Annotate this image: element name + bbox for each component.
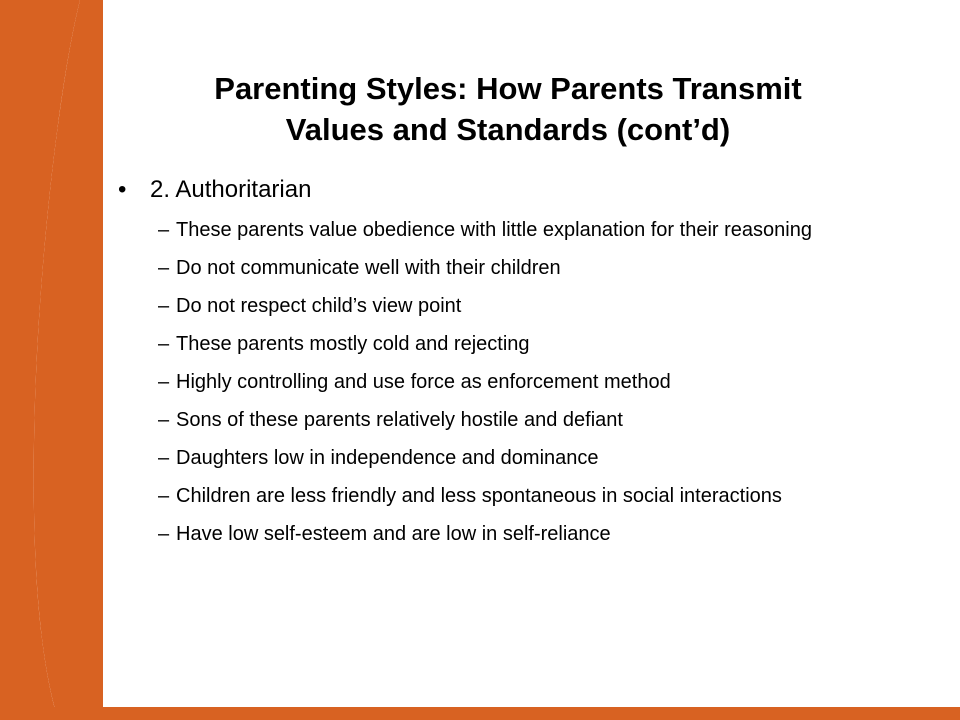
- dash-marker: –: [158, 485, 170, 507]
- sub-bullet-item: [118, 331, 928, 357]
- dash-marker: –: [158, 447, 170, 469]
- sub-bullet-text: Sons of these parents relatively hostile and defiant: [176, 409, 623, 431]
- dash-marker: –: [158, 219, 170, 241]
- sub-bullet-text: Children are less friendly and less spontaneous in social interactions: [176, 485, 782, 507]
- sub-bullet-item: [118, 521, 928, 547]
- sub-bullet-list: [118, 217, 928, 547]
- sub-bullet-text: These parents mostly cold and rejecting: [176, 333, 530, 355]
- orange-bottom-bar: [0, 707, 960, 720]
- sub-bullet-text: Do not respect child’s view point: [176, 295, 462, 317]
- dash-marker: –: [158, 333, 170, 355]
- dash-marker: –: [158, 295, 170, 317]
- sub-bullet-text: Do not communicate well with their children: [176, 257, 561, 279]
- title-line-1: Parenting Styles: How Parents Transmit: [214, 71, 802, 106]
- title-line-2: Values and Standards (cont’d): [285, 112, 731, 147]
- sub-bullet-item: [118, 255, 928, 281]
- sub-bullet-item: [118, 483, 928, 509]
- sub-bullet-text: Highly controlling and use force as enforcement method: [176, 371, 671, 393]
- sub-bullet-text: Daughters low in independence and dominance: [176, 447, 599, 469]
- sub-bullet-item: [118, 369, 928, 395]
- dash-marker: –: [158, 409, 170, 431]
- bullet-marker: •: [118, 176, 127, 203]
- dash-marker: –: [158, 371, 170, 393]
- sub-bullet-item: [118, 445, 928, 471]
- dash-marker: –: [158, 257, 170, 279]
- sub-bullet-item: [118, 407, 928, 433]
- slide-content: [118, 175, 928, 559]
- bullet-authoritarian: [118, 175, 928, 205]
- slide-title: [108, 68, 908, 150]
- sub-bullet-item: [118, 217, 928, 243]
- dash-marker: –: [158, 523, 170, 545]
- sub-bullet-text: These parents value obedience with little explanation for their reasoning: [176, 219, 812, 241]
- sub-bullet-text: Have low self-esteem and are low in self-reliance: [176, 523, 611, 545]
- sub-bullet-item: [118, 293, 928, 319]
- bullet-text: 2. Authoritarian: [150, 176, 312, 203]
